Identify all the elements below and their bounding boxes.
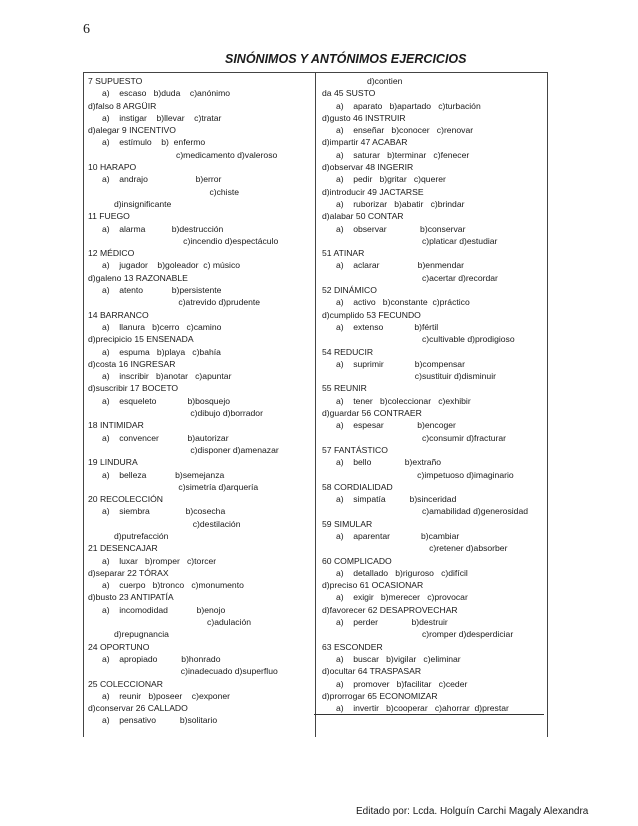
exercise-line: c)acertar d)recordar [336, 272, 498, 283]
exercise-box [83, 72, 548, 737]
page-number: 6 [83, 22, 90, 37]
exercise-line: 25 COLECCIONAR [88, 678, 163, 689]
exercise-line: c)disponer d)amenazar [102, 444, 279, 455]
exercise-line: c)sustituir d)disminuir [336, 371, 496, 382]
exercise-line: c)retener d)absorber [336, 543, 508, 554]
exercise-line: 57 FANTÁSTICO [322, 444, 388, 455]
exercise-line: 60 COMPLICADO [322, 555, 392, 566]
exercise-line: 24 OPORTUNO [88, 641, 150, 652]
exercise-line: 58 CORDIALIDAD [322, 481, 393, 492]
exercise-line: d)busto 23 ANTIPATÍA [88, 592, 174, 603]
exercise-line: a) incomodidad b)enojo [102, 604, 226, 615]
exercise-line: c)impetuoso d)imaginario [336, 469, 514, 480]
page-title: SINÓNIMOS Y ANTÓNIMOS EJERCICIOS [225, 52, 467, 66]
exercise-line: c)simetría d)arquería [102, 481, 259, 492]
exercise-line: a) buscar b)vigilar c)eliminar [336, 653, 461, 664]
exercise-line: a) escaso b)duda c)anónimo [102, 88, 231, 99]
exercise-line: a) detallado b)riguroso c)difícil [336, 567, 468, 578]
exercise-line: c)chiste [102, 186, 240, 197]
exercise-line: a) enseñar b)conocer c)renovar [336, 125, 474, 136]
exercise-line: a) pensativo b)solitario [102, 715, 218, 726]
exercise-line: a) apropiado b)honrado [102, 653, 221, 664]
exercise-line: c)incendio d)espectáculo [102, 235, 279, 246]
exercise-line: a) bello b)extraño [336, 457, 442, 468]
exercise-line: d)suscribir 17 BOCETO [88, 383, 179, 394]
exercise-line: 51 ATINAR [322, 248, 365, 259]
exercise-line: a) aclarar b)enmendar [336, 260, 464, 271]
exercise-line: d)separar 22 TÓRAX [88, 567, 169, 578]
exercise-line: a) luxar b)romper c)torcer [102, 555, 217, 566]
exercise-line: a) espuma b)playa c)bahía [102, 346, 221, 357]
exercise-line: d)observar 48 INGERIR [322, 162, 414, 173]
exercise-line: a) andrajo b)error [102, 174, 222, 185]
exercise-line: c)adulación [102, 617, 252, 628]
exercise-line: d)repugnancia [114, 629, 169, 640]
exercise-line: a) inscribir b)anotar c)apuntar [102, 371, 232, 382]
exercise-line: a) siembra b)cosecha [102, 506, 226, 517]
exercise-line: d)cumplido 53 FECUNDO [322, 309, 421, 320]
exercise-line: c)medicamento d)valeroso [102, 149, 278, 160]
exercise-line: 7 SUPUESTO [88, 76, 143, 86]
exercise-line: a) perder b)destruir [336, 617, 448, 628]
exercise-line: a) extenso b)fértil [336, 321, 439, 332]
exercise-line: a) observar b)conservar [336, 223, 466, 234]
exercise-line: 19 LINDURA [88, 457, 138, 468]
exercise-line: a) jugador b)goleador c) músico [102, 260, 241, 271]
exercise-line: a) ruborizar b)abatir c)brindar [336, 198, 465, 209]
exercise-line: a) instigar b)llevar c)tratar [102, 112, 222, 123]
exercise-line: 14 BARRANCO [88, 309, 149, 320]
exercise-line: d)guardar 56 CONTRAER [322, 408, 422, 419]
exercise-line: d)favorecer 62 DESAPROVECHAR [322, 604, 458, 615]
exercise-line: 20 RECOLECCIÓN [88, 494, 163, 505]
footer-credit: Editado por: Lcda. Holguín Carchi Magaly Alexandra [356, 806, 589, 817]
exercise-line: a) esqueleto b)bosquejo [102, 395, 231, 406]
exercise-line: a) exigir b)merecer c)provocar [336, 592, 468, 603]
exercise-line: d)ocultar 64 TRASPASAR [322, 666, 422, 677]
exercise-line: a) invertir b)cooperar c)ahorrar d)prestar [314, 702, 544, 715]
exercise-line: a) tener b)coleccionar c)exhibir [336, 395, 471, 406]
exercise-line: 54 REDUCIR [322, 346, 374, 357]
exercise-line: d)contien [336, 76, 403, 86]
exercise-line: d)insignificante [114, 198, 172, 209]
exercise-line: c)consumir d)fracturar [336, 432, 506, 443]
exercise-line: d)introducir 49 JACTARSE [322, 186, 424, 197]
exercise-line: d)galeno 13 RAZONABLE [88, 272, 188, 283]
exercise-line: a) promover b)facilitar c)ceder [336, 678, 468, 689]
right-column [322, 75, 544, 715]
exercise-line: da 45 SUSTO [322, 88, 376, 99]
exercise-line: 63 ESCONDER [322, 641, 383, 652]
exercise-line: a) suprimir b)compensar [336, 358, 465, 369]
exercise-line: 21 DESENCAJAR [88, 543, 158, 554]
exercise-line: a) cuerpo b)tronco c)monumento [102, 580, 244, 591]
exercise-line: 12 MÉDICO [88, 248, 135, 259]
exercise-line: d)preciso 61 OCASIONAR [322, 580, 424, 591]
exercise-line: d)precipicio 15 ENSENADA [88, 334, 194, 345]
exercise-line: a) llanura b)cerro c)camino [102, 321, 222, 332]
exercise-line: a) alarma b)destrucción [102, 223, 224, 234]
exercise-line: d)alegar 9 INCENTIVO [88, 125, 176, 136]
exercise-line: c)atrevido d)prudente [102, 297, 261, 308]
exercise-line: a) reunir b)poseer c)exponer [102, 690, 231, 701]
exercise-line: c)destilación [102, 518, 241, 529]
exercise-line: a) convencer b)autorizar [102, 432, 229, 443]
exercise-line: a) pedir b)gritar c)querer [336, 174, 446, 185]
exercise-line: a) estímulo b) enfermo [102, 137, 206, 148]
exercise-line: 59 SIMULAR [322, 518, 373, 529]
exercise-line: 18 INTIMIDAR [88, 420, 144, 431]
exercise-line: c)dibujo d)borrador [102, 408, 263, 419]
left-column [88, 75, 312, 727]
exercise-line: d)falso 8 ARGÜIR [88, 100, 157, 111]
exercise-line: c)cultivable d)prodigioso [336, 334, 515, 345]
exercise-line: c)romper d)desperdiciar [336, 629, 514, 640]
exercise-line: d)conservar 26 CALLADO [88, 703, 188, 714]
exercise-line: d)impartir 47 ACABAR [322, 137, 408, 148]
exercise-line: 10 HARAPO [88, 162, 137, 173]
exercise-line: d)costa 16 INGRESAR [88, 358, 176, 369]
exercise-line: 52 DINÁMICO [322, 285, 377, 296]
exercise-line: a) atento b)persistente [102, 285, 222, 296]
exercise-line: d)gusto 46 INSTRUIR [322, 112, 406, 123]
exercise-line: a) aparentar b)cambiar [336, 530, 460, 541]
exercise-line: d)putrefacción [114, 530, 169, 541]
exercise-line: c)amabilidad d)generosidad [336, 506, 529, 517]
exercise-line: 55 REUNIR [322, 383, 367, 394]
column-divider [315, 73, 316, 737]
exercise-line: a) saturar b)terminar c)fenecer [336, 149, 470, 160]
exercise-line: a) espesar b)encoger [336, 420, 456, 431]
exercise-line: 11 FUEGO [88, 211, 130, 222]
exercise-line: c)inadecuado d)superfluo [102, 666, 278, 677]
exercise-line: a) belleza b)semejanza [102, 469, 225, 480]
exercise-line: d)alabar 50 CONTAR [322, 211, 404, 222]
exercise-line: d)prorrogar 65 ECONOMIZAR [322, 690, 438, 701]
exercise-line: a) simpatía b)sinceridad [336, 494, 457, 505]
exercise-line: a) aparato b)apartado c)turbación [336, 100, 481, 111]
exercise-line: c)platicar d)estudiar [336, 235, 498, 246]
exercise-line: a) activo b)constante c)práctico [336, 297, 470, 308]
